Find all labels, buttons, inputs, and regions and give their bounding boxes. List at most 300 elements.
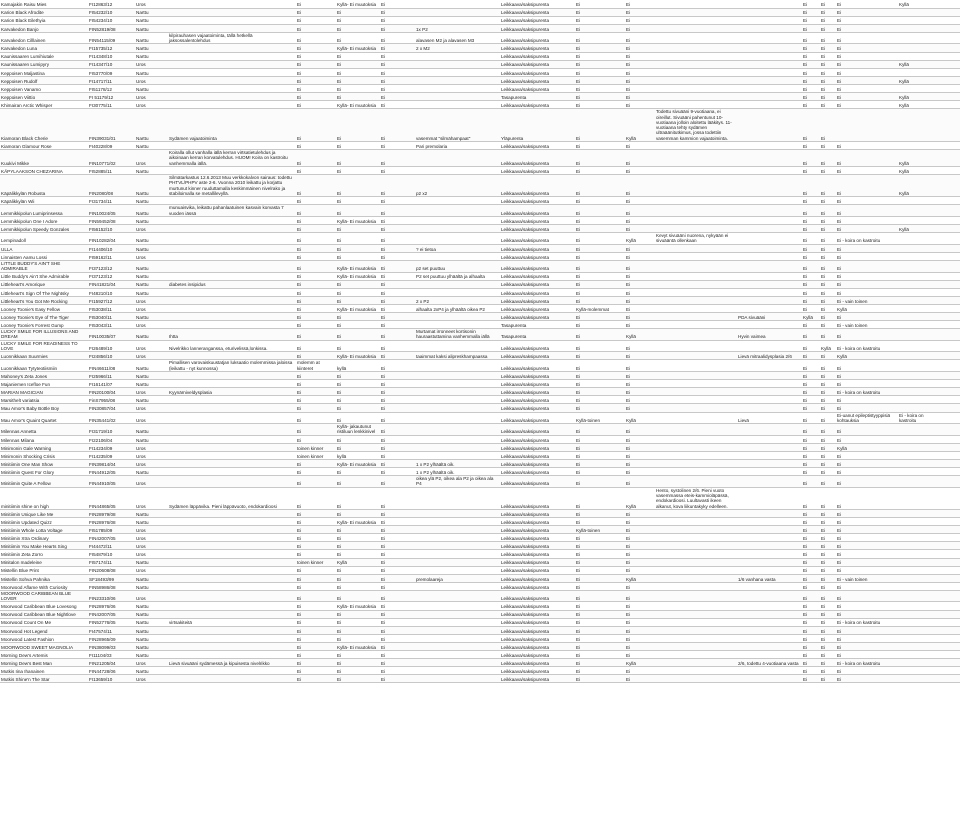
cell-c17[interactable] [898, 550, 928, 558]
cell-c6[interactable]: Ei [336, 618, 380, 626]
cell-c18[interactable] [928, 451, 960, 459]
cell-c9[interactable]: Leikkaava/saksipurenta [500, 76, 575, 84]
cell-c11[interactable]: Ei [625, 582, 655, 590]
cell-c6[interactable]: Kyllä- Ei muutoksia [336, 352, 380, 360]
cell-c9[interactable]: Leikkaava/saksipurenta [500, 518, 575, 526]
cell-c5[interactable]: Ei [296, 509, 336, 517]
cell-c10[interactable]: Ei [575, 312, 625, 320]
cell-c16[interactable]: Ei [836, 435, 898, 443]
cell-c9[interactable]: Leikkaava/saksipurenta [500, 396, 575, 404]
cell-c18[interactable] [928, 380, 960, 388]
cell-c7[interactable]: Ei [380, 244, 415, 252]
cell-c18[interactable] [928, 197, 960, 205]
cell-c14[interactable]: Ei [802, 618, 820, 626]
cell-c10[interactable]: Ei [575, 675, 625, 683]
cell-c6[interactable]: Ei [336, 380, 380, 388]
cell-c17[interactable] [898, 260, 928, 272]
cell-c15[interactable]: Ei [820, 590, 836, 602]
cell-reg-no[interactable]: FIN28979/08 [88, 509, 135, 517]
cell-c13[interactable] [737, 526, 802, 534]
cell-c10[interactable]: Ei [575, 24, 625, 32]
cell-c13[interactable]: 2/6, todettu 4-vuotiaana vasta [737, 659, 802, 667]
cell-c13[interactable] [737, 244, 802, 252]
cell-c14[interactable]: Ei [802, 32, 820, 44]
cell-name[interactable]: Keppoisen Viittio [0, 93, 88, 101]
cell-name[interactable]: Mutkis Shine'n The Star [0, 675, 88, 683]
cell-c12[interactable]: Kevyt sivuääni nuorena, nykyään ei sivuääntä ollenkaan [655, 233, 737, 245]
cell-c10[interactable]: Kyllä-toinen [575, 526, 625, 534]
cell-health-notes[interactable] [168, 558, 296, 566]
cell-c11[interactable]: Ei [625, 24, 655, 32]
cell-c11[interactable]: Ei [625, 459, 655, 467]
cell-name[interactable]: Moorwood Aflame With Curiosity [0, 582, 88, 590]
cell-reg-no[interactable]: FI52885/11 [88, 166, 135, 174]
cell-c16[interactable]: Ei [836, 590, 898, 602]
cell-health-notes[interactable] [168, 312, 296, 320]
cell-c7[interactable]: Ei [380, 396, 415, 404]
cell-c13[interactable]: 1/6 vanhana vasta [737, 574, 802, 582]
cell-name[interactable]: Moorwood Latest Fashion [0, 634, 88, 642]
cell-c13[interactable] [737, 260, 802, 272]
cell-c7[interactable]: Ei [380, 443, 415, 451]
cell-c12[interactable] [655, 360, 737, 372]
cell-c7[interactable]: Ei [380, 0, 415, 8]
cell-c18[interactable] [928, 526, 960, 534]
cell-c8[interactable] [415, 396, 500, 404]
cell-c9[interactable]: Leikkaava/saksipurenta [500, 44, 575, 52]
cell-c10[interactable]: Ei [575, 44, 625, 52]
cell-c9[interactable]: Leikkaava/saksipurenta [500, 509, 575, 517]
cell-c13[interactable] [737, 304, 802, 312]
cell-name[interactable]: Karvakedon Luna [0, 44, 88, 52]
cell-c5[interactable]: Ei [296, 280, 336, 288]
cell-c9[interactable]: Leikkaava/saksipurenta [500, 459, 575, 467]
cell-c12[interactable] [655, 244, 737, 252]
cell-c11[interactable]: Kyllä [625, 574, 655, 582]
cell-c15[interactable]: Ei [820, 602, 836, 610]
cell-c18[interactable] [928, 296, 960, 304]
cell-c12[interactable]: Hento, systolinen 2/6. Pieni vuoto vasemmassa eteis-kammioläpässä, endokardioosi. Luultavasti ikeen alkanut, kova liikuntakyky edelleen. [655, 487, 737, 509]
cell-c10[interactable]: Ei [575, 651, 625, 659]
cell-c5[interactable]: toinen kinner [296, 558, 336, 566]
cell-c17[interactable] [898, 476, 928, 488]
cell-c5[interactable]: Ei [296, 590, 336, 602]
cell-c16[interactable]: Ei [836, 216, 898, 224]
cell-c6[interactable]: Kyllä- Ei muutoksia [336, 642, 380, 650]
cell-c12[interactable]: Todettu sivuääni 9-vuotiaana, ei oireillut. Sivuääni pahentunut 10-vuotiaana jolloin aloitettu lääkitys. 11-vuotiaana tehty sydämen ultraäänitutkimus, jossa todettiin vasemman kammion vajaatoiminta. [655, 109, 737, 142]
cell-c14[interactable]: Ei [802, 280, 820, 288]
cell-c13[interactable] [737, 296, 802, 304]
cell-health-notes[interactable] [168, 634, 296, 642]
cell-c7[interactable]: Ei [380, 197, 415, 205]
cell-c15[interactable]: Ei [820, 24, 836, 32]
cell-c6[interactable]: Ei [336, 197, 380, 205]
cell-c7[interactable]: Ei [380, 566, 415, 574]
cell-c8[interactable]: premolaareja [415, 574, 500, 582]
cell-c10[interactable]: Ei [575, 602, 625, 610]
cell-c14[interactable]: Ei [802, 675, 820, 683]
cell-c7[interactable]: Ei [380, 526, 415, 534]
cell-health-notes[interactable] [168, 44, 296, 52]
cell-c7[interactable]: Ei [380, 252, 415, 260]
cell-c17[interactable] [898, 252, 928, 260]
cell-c9[interactable]: Leikkaava/saksipurenta [500, 602, 575, 610]
cell-c13[interactable] [737, 602, 802, 610]
cell-c15[interactable]: Ei [820, 404, 836, 412]
cell-c16[interactable]: Ei [836, 84, 898, 92]
cell-c17[interactable] [898, 651, 928, 659]
cell-reg-no[interactable]: FI16141/07 [88, 380, 135, 388]
cell-c9[interactable]: Leikkaava/saksipurenta [500, 150, 575, 167]
cell-reg-no[interactable]: FI59162/11 [88, 252, 135, 260]
cell-c12[interactable] [655, 205, 737, 217]
cell-c18[interactable] [928, 32, 960, 44]
cell-c10[interactable]: Ei [575, 566, 625, 574]
cell-c13[interactable] [737, 558, 802, 566]
cell-c9[interactable]: Leikkaava/saksipurenta [500, 260, 575, 272]
cell-c18[interactable] [928, 468, 960, 476]
cell-c18[interactable] [928, 582, 960, 590]
cell-c11[interactable]: Ei [625, 312, 655, 320]
cell-health-notes[interactable] [168, 534, 296, 542]
cell-c5[interactable]: Ei [296, 424, 336, 436]
cell-c14[interactable]: Ei [802, 659, 820, 667]
cell-c17[interactable] [898, 509, 928, 517]
cell-c10[interactable]: Ei [575, 296, 625, 304]
cell-c8[interactable]: Pari premolaria [415, 142, 500, 150]
cell-c11[interactable]: Ei [625, 280, 655, 288]
cell-c7[interactable]: Ei [380, 412, 415, 424]
cell-health-notes[interactable] [168, 651, 296, 659]
cell-c16[interactable]: Ei [836, 93, 898, 101]
cell-c16[interactable]: Ei - koira on kastroitu [836, 618, 898, 626]
cell-c13[interactable] [737, 288, 802, 296]
cell-c13[interactable] [737, 197, 802, 205]
cell-c16[interactable]: Ei [836, 667, 898, 675]
cell-c18[interactable] [928, 280, 960, 288]
cell-c12[interactable] [655, 424, 737, 436]
cell-c9[interactable]: Leikkaava/saksipurenta [500, 550, 575, 558]
cell-c7[interactable]: Ei [380, 280, 415, 288]
cell-c17[interactable] [898, 487, 928, 509]
cell-c7[interactable]: Ei [380, 175, 415, 197]
cell-reg-no[interactable]: SF18493/99 [88, 574, 135, 582]
cell-c8[interactable] [415, 312, 500, 320]
cell-c14[interactable]: Ei [802, 252, 820, 260]
cell-c9[interactable]: Leikkaava/saksipurenta [500, 667, 575, 675]
cell-c6[interactable]: Ei [336, 582, 380, 590]
cell-c16[interactable]: Ei [836, 582, 898, 590]
cell-health-notes[interactable]: Kyynärniveldysplasia [168, 388, 296, 396]
cell-c16[interactable]: Ei [836, 272, 898, 280]
cell-name[interactable]: Luonnikkaan Tytyteotiismiin [0, 360, 88, 372]
cell-sex[interactable]: Uros [135, 675, 168, 683]
cell-health-notes[interactable] [168, 84, 296, 92]
cell-c17[interactable]: Kyllä [898, 175, 928, 197]
cell-name[interactable]: Marsithelt variatsia [0, 396, 88, 404]
cell-c6[interactable]: kyllä [336, 360, 380, 372]
cell-name[interactable]: Kaunissaaren Lumipyry [0, 60, 88, 68]
cell-c10[interactable]: Ei [575, 225, 625, 233]
cell-c13[interactable] [737, 16, 802, 24]
cell-c10[interactable]: Ei [575, 396, 625, 404]
cell-c6[interactable]: Ei [336, 651, 380, 659]
cell-c14[interactable]: Ei [802, 150, 820, 167]
cell-c12[interactable] [655, 590, 737, 602]
cell-c17[interactable] [898, 582, 928, 590]
cell-c9[interactable]: Leikkaava/saksipurenta [500, 304, 575, 312]
cell-c10[interactable]: Ei [575, 16, 625, 24]
cell-c8[interactable] [415, 388, 500, 396]
cell-c11[interactable]: Ei [625, 509, 655, 517]
cell-c7[interactable]: Ei [380, 518, 415, 526]
cell-c6[interactable]: Ei [336, 142, 380, 150]
cell-c12[interactable] [655, 93, 737, 101]
cell-c10[interactable]: Ei [575, 468, 625, 476]
cell-c6[interactable]: Ei [336, 340, 380, 352]
cell-reg-no[interactable]: FIN20100/04 [88, 388, 135, 396]
cell-c16[interactable]: Ei [836, 468, 898, 476]
cell-sex[interactable]: Uros [135, 566, 168, 574]
cell-c18[interactable] [928, 166, 960, 174]
cell-c5[interactable]: Ei [296, 352, 336, 360]
cell-c18[interactable] [928, 602, 960, 610]
cell-c9[interactable]: Leikkaava/saksipurenta [500, 443, 575, 451]
cell-c16[interactable]: Ei [836, 396, 898, 404]
cell-c6[interactable]: Ei [336, 109, 380, 142]
cell-c13[interactable] [737, 667, 802, 675]
cell-reg-no[interactable]: FI14234/09 [88, 443, 135, 451]
cell-c6[interactable]: Ei [336, 372, 380, 380]
cell-c9[interactable]: Leikkaava/saksipurenta [500, 404, 575, 412]
cell-c10[interactable]: Ei [575, 244, 625, 252]
cell-c8[interactable] [415, 0, 500, 8]
cell-c8[interactable]: alhaalta 2xP4 ja ylhäältä oikea P2 [415, 304, 500, 312]
cell-c9[interactable]: Leikkaava/saksipurenta [500, 84, 575, 92]
cell-sex[interactable]: Uros [135, 60, 168, 68]
cell-sex[interactable]: Narttu [135, 32, 168, 44]
cell-health-notes[interactable]: Silmätarkastus 12.6.2013 Muu verkkokalvon sairaus: todettu PHTVL/PHPV aste 2-6. Vuonna 2010 leikattu ja korjattu murtunut kinner ruuduttamalla keskimmäinen nivelrako ja stabiloimalla se metallilevyllä. [168, 175, 296, 197]
cell-c5[interactable]: Ei [296, 312, 336, 320]
cell-c6[interactable]: Ei [336, 550, 380, 558]
cell-c18[interactable] [928, 16, 960, 24]
cell-c6[interactable]: Ei [336, 526, 380, 534]
cell-c16[interactable]: Ei [836, 288, 898, 296]
cell-c16[interactable]: Ei [836, 244, 898, 252]
cell-c11[interactable]: Ei [625, 352, 655, 360]
cell-c15[interactable]: Ei [820, 205, 836, 217]
cell-c11[interactable]: Ei [625, 634, 655, 642]
cell-c15[interactable]: Ei [820, 76, 836, 84]
cell-c16[interactable]: Ei [836, 16, 898, 24]
cell-c12[interactable] [655, 32, 737, 44]
cell-c9[interactable]: Tasapurenta [500, 93, 575, 101]
cell-sex[interactable]: Narttu [135, 610, 168, 618]
cell-c11[interactable]: Ei [625, 76, 655, 84]
cell-c17[interactable] [898, 109, 928, 142]
cell-c7[interactable]: Ei [380, 233, 415, 245]
cell-c9[interactable]: Leikkaava/saksipurenta [500, 280, 575, 288]
cell-c13[interactable]: Lievä mitraalidysplasia 2/6 [737, 352, 802, 360]
cell-c10[interactable]: Ei [575, 84, 625, 92]
cell-c6[interactable]: Kyllä- Ei muutoksia [336, 44, 380, 52]
cell-c17[interactable] [898, 659, 928, 667]
cell-reg-no[interactable]: FIN28976/06 [88, 602, 135, 610]
cell-sex[interactable]: Narttu [135, 109, 168, 142]
cell-c18[interactable] [928, 52, 960, 60]
cell-c7[interactable]: Ei [380, 534, 415, 542]
cell-c13[interactable] [737, 175, 802, 197]
cell-c17[interactable] [898, 84, 928, 92]
cell-health-notes[interactable]: Sydämen vajaatoiminta [168, 109, 296, 142]
cell-c9[interactable]: Leikkaava/saksipurenta [500, 582, 575, 590]
cell-c12[interactable] [655, 166, 737, 174]
cell-c8[interactable] [415, 582, 500, 590]
cell-c14[interactable]: Ei [802, 634, 820, 642]
cell-c18[interactable] [928, 304, 960, 312]
cell-c6[interactable]: Kyllä- Ei muutoksia [336, 459, 380, 467]
cell-reg-no[interactable]: FI31734/11 [88, 197, 135, 205]
cell-c16[interactable]: Kyllä [836, 352, 898, 360]
cell-c11[interactable]: Ei [625, 590, 655, 602]
cell-c13[interactable] [737, 476, 802, 488]
cell-c10[interactable]: Ei [575, 101, 625, 109]
cell-c11[interactable]: Ei [625, 424, 655, 436]
cell-c5[interactable]: Ei [296, 0, 336, 8]
cell-c5[interactable]: Ei [296, 388, 336, 396]
cell-c15[interactable]: Ei [820, 518, 836, 526]
cell-c9[interactable]: Leikkaava/saksipurenta [500, 435, 575, 443]
cell-c14[interactable]: Ei [802, 642, 820, 650]
cell-c10[interactable]: Kyllä-molemmat [575, 304, 625, 312]
cell-c17[interactable] [898, 142, 928, 150]
cell-c9[interactable]: Leikkaava/saksipurenta [500, 380, 575, 388]
cell-name[interactable]: Linnaisten Aamu Lossi [0, 252, 88, 260]
cell-c15[interactable]: Ei [820, 534, 836, 542]
cell-reg-no[interactable]: FIN58986/08 [88, 582, 135, 590]
cell-c13[interactable] [737, 372, 802, 380]
cell-health-notes[interactable] [168, 518, 296, 526]
cell-c7[interactable]: Ei [380, 225, 415, 233]
cell-sex[interactable]: Narttu [135, 68, 168, 76]
cell-c9[interactable]: Leikkaava/saksipurenta [500, 101, 575, 109]
cell-c5[interactable]: Ei [296, 667, 336, 675]
cell-c18[interactable] [928, 225, 960, 233]
cell-reg-no[interactable]: FI47574/11 [88, 626, 135, 634]
cell-c13[interactable] [737, 142, 802, 150]
cell-reg-no[interactable]: FI54232/10 [88, 8, 135, 16]
cell-sex[interactable]: Narttu [135, 44, 168, 52]
cell-c10[interactable]: Ei [575, 487, 625, 509]
cell-c15[interactable]: Ei [820, 272, 836, 280]
cell-c15[interactable]: Ei [820, 244, 836, 252]
cell-reg-no[interactable]: FIN10282/04 [88, 233, 135, 245]
cell-sex[interactable]: Narttu [135, 380, 168, 388]
cell-name[interactable]: Mutkis Iina Ihanainen [0, 667, 88, 675]
cell-c6[interactable]: Ei [336, 288, 380, 296]
cell-c18[interactable] [928, 216, 960, 224]
cell-c11[interactable]: Ei [625, 380, 655, 388]
cell-sex[interactable]: Narttu [135, 84, 168, 92]
cell-c8[interactable] [415, 233, 500, 245]
cell-c17[interactable] [898, 526, 928, 534]
cell-c9[interactable]: Leikkaava/saksipurenta [500, 360, 575, 372]
cell-reg-no[interactable]: FIN39814/04 [88, 459, 135, 467]
cell-sex[interactable]: Narttu [135, 626, 168, 634]
cell-c13[interactable] [737, 0, 802, 8]
cell-c15[interactable]: Ei [820, 396, 836, 404]
cell-c17[interactable]: Kyllä [898, 60, 928, 68]
cell-reg-no[interactable]: FI57174/11 [88, 558, 135, 566]
cell-health-notes[interactable] [168, 380, 296, 388]
cell-c14[interactable]: Ei [802, 372, 820, 380]
cell-c13[interactable] [737, 252, 802, 260]
cell-c7[interactable]: Ei [380, 32, 415, 44]
cell-c6[interactable]: Ei [336, 468, 380, 476]
cell-c17[interactable]: Kyllä [898, 101, 928, 109]
cell-reg-no[interactable]: FI22106/04 [88, 435, 135, 443]
cell-c7[interactable]: Ei [380, 558, 415, 566]
cell-c10[interactable]: Ei [575, 388, 625, 396]
cell-c8[interactable] [415, 252, 500, 260]
cell-c6[interactable]: Ei [336, 443, 380, 451]
cell-c6[interactable]: Ei [336, 626, 380, 634]
cell-health-notes[interactable] [168, 68, 296, 76]
cell-sex[interactable]: Uros [135, 412, 168, 424]
cell-c17[interactable] [898, 352, 928, 360]
cell-c16[interactable]: Ei [836, 0, 898, 8]
cell-c5[interactable]: Ei [296, 101, 336, 109]
cell-c18[interactable] [928, 44, 960, 52]
cell-c9[interactable]: Leikkaava/saksipurenta [500, 24, 575, 32]
cell-c18[interactable] [928, 618, 960, 626]
cell-c13[interactable]: Lievä [737, 412, 802, 424]
cell-c11[interactable]: Ei [625, 8, 655, 16]
cell-c14[interactable]: Ei [802, 468, 820, 476]
cell-c8[interactable] [415, 225, 500, 233]
cell-c13[interactable] [737, 518, 802, 526]
cell-c9[interactable]: Leikkaava/saksipurenta [500, 233, 575, 245]
cell-c18[interactable] [928, 93, 960, 101]
cell-c11[interactable]: Ei [625, 150, 655, 167]
cell-name[interactable]: Mahoney's Zeta Jones [0, 372, 88, 380]
cell-c9[interactable]: Leikkaava/saksipurenta [500, 487, 575, 509]
cell-sex[interactable]: Narttu [135, 634, 168, 642]
cell-name[interactable]: LITTLE BUDDY'S AIN'T SHE ADMIRABLE [0, 260, 88, 272]
cell-c9[interactable]: Leikkaava/saksipurenta [500, 476, 575, 488]
cell-c10[interactable]: Ei [575, 404, 625, 412]
cell-c10[interactable]: Ei [575, 667, 625, 675]
cell-c17[interactable] [898, 16, 928, 24]
cell-c18[interactable] [928, 476, 960, 488]
cell-c6[interactable]: Ei [336, 205, 380, 217]
cell-c12[interactable] [655, 352, 737, 360]
cell-health-notes[interactable] [168, 0, 296, 8]
cell-c16[interactable]: Ei - koira on kastroitu [836, 659, 898, 667]
cell-c9[interactable]: Leikkaava/saksipurenta [500, 60, 575, 68]
cell-health-notes[interactable] [168, 216, 296, 224]
cell-sex[interactable]: Narttu [135, 360, 168, 372]
cell-c14[interactable]: Ei [802, 574, 820, 582]
cell-name[interactable]: Minitalon madeleine [0, 558, 88, 566]
cell-c16[interactable]: Ei [836, 252, 898, 260]
cell-c7[interactable]: Ei [380, 372, 415, 380]
cell-c15[interactable]: Ei [820, 296, 836, 304]
cell-c5[interactable]: Ei [296, 372, 336, 380]
cell-c9[interactable]: Leikkaava/saksipurenta [500, 412, 575, 424]
cell-c15[interactable]: Ei [820, 574, 836, 582]
cell-c12[interactable] [655, 396, 737, 404]
